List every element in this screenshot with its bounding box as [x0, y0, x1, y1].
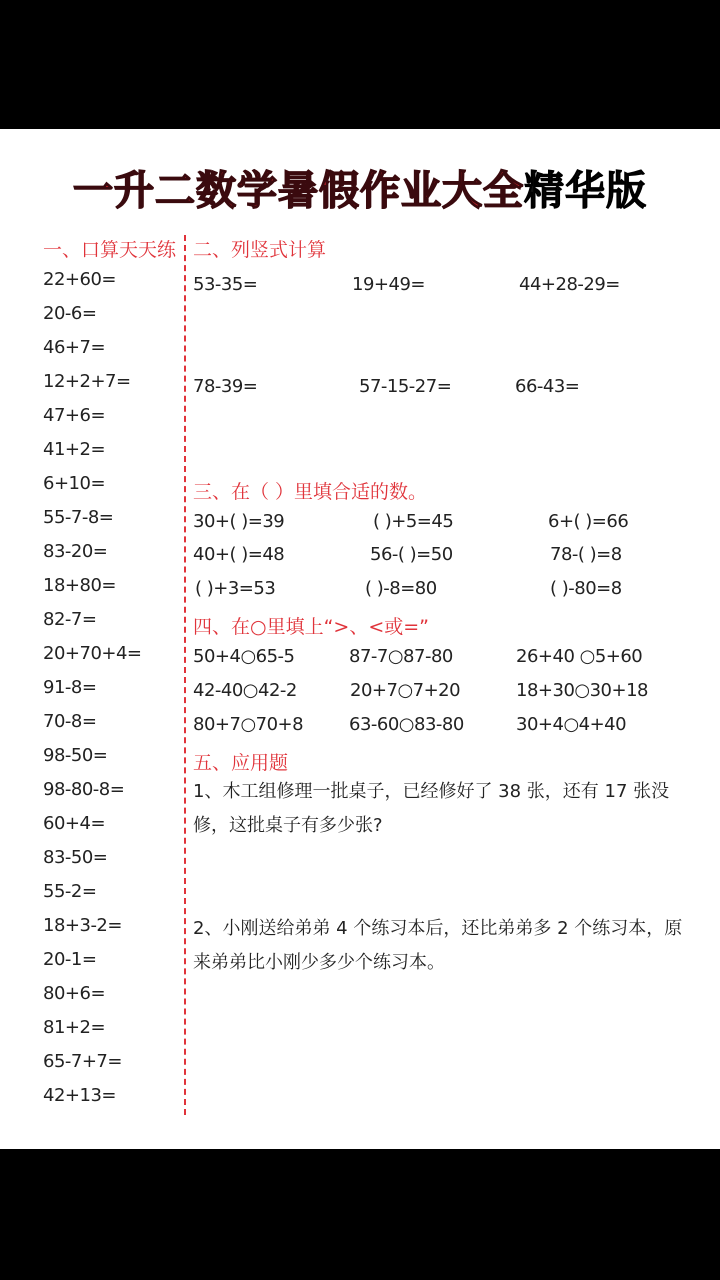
list-item: 82-7= — [43, 609, 97, 630]
list-item: 65-7+7= — [43, 1051, 122, 1072]
list-item: 55-2= — [43, 881, 97, 902]
list-item: 22+60= — [43, 269, 116, 290]
compare-item: 42-40○42-2 — [193, 680, 297, 701]
list-item: 46+7= — [43, 337, 106, 358]
vertical-calc-item: 78-39= — [193, 376, 258, 397]
worksheet-page — [0, 129, 720, 1149]
page-title — [0, 159, 720, 216]
section2-heading: 二、列竖式计算 — [193, 239, 327, 261]
word-problem-2: 2、小刚送给弟弟 4 个练习本后，还比弟弟多 2 个练习本，原来弟弟比小刚少多少个练习本。 — [193, 918, 683, 973]
compare-item: 87-7○87-80 — [349, 646, 453, 667]
fill-blank-item: 30+( )=39 — [193, 511, 285, 532]
title-black-part: 精华版 — [524, 168, 647, 214]
list-item: 55-7-8= — [43, 507, 114, 528]
fill-blank-item: 40+( )=48 — [193, 544, 285, 565]
fill-blank-item: 6+( )=66 — [548, 511, 629, 532]
list-item: 18+3-2= — [43, 915, 122, 936]
list-item: 70-8= — [43, 711, 97, 732]
section3-heading: 三、在（ ）里填合适的数。 — [193, 481, 428, 503]
compare-item: 80+7○70+8 — [193, 714, 304, 735]
list-item: 81+2= — [43, 1017, 106, 1038]
section1-heading: 一、口算天天练 — [43, 239, 177, 261]
list-item: 6+10= — [43, 473, 106, 494]
list-item: 12+2+7= — [43, 371, 131, 392]
list-item: 91-8= — [43, 677, 97, 698]
compare-item: 20+7○7+20 — [350, 680, 461, 701]
vertical-calc-item: 57-15-27= — [359, 376, 452, 397]
list-item: 98-80-8= — [43, 779, 125, 800]
list-item: 41+2= — [43, 439, 106, 460]
section5-heading: 五、应用题 — [193, 752, 289, 774]
title-red-part: 一升二数学暑假作业大全 — [73, 168, 524, 214]
fill-blank-item: 56-( )=50 — [370, 544, 453, 565]
vertical-calc-item: 44+28-29= — [519, 274, 620, 295]
fill-blank-item: ( )-80=8 — [550, 578, 622, 599]
compare-item: 26+40 ○5+60 — [516, 646, 643, 667]
vertical-calc-item: 53-35= — [193, 274, 258, 295]
list-item: 18+80= — [43, 575, 116, 596]
vertical-calc-item: 66-43= — [515, 376, 580, 397]
section4-heading: 四、在○里填上“>、<或=” — [193, 616, 430, 638]
list-item: 83-20= — [43, 541, 108, 562]
list-item: 47+6= — [43, 405, 106, 426]
compare-item: 18+30○30+18 — [516, 680, 648, 701]
list-item: 60+4= — [43, 813, 106, 834]
list-item: 98-50= — [43, 745, 108, 766]
fill-blank-item: ( )-8=80 — [365, 578, 437, 599]
word-problem-1: 1、木工组修理一批桌子，已经修好了 38 张，还有 17 张没修，这批桌子有多少张? — [193, 781, 670, 836]
list-item: 42+13= — [43, 1085, 116, 1106]
vertical-calc-item: 19+49= — [352, 274, 425, 295]
fill-blank-item: ( )+5=45 — [373, 511, 454, 532]
compare-item: 63-60○83-80 — [349, 714, 464, 735]
compare-item: 30+4○4+40 — [516, 714, 627, 735]
fill-blank-item: 78-( )=8 — [550, 544, 622, 565]
column-divider — [184, 235, 186, 1115]
list-item: 80+6= — [43, 983, 106, 1004]
list-item: 20-6= — [43, 303, 97, 324]
list-item: 20-1= — [43, 949, 97, 970]
list-item: 20+70+4= — [43, 643, 142, 664]
list-item: 83-50= — [43, 847, 108, 868]
fill-blank-item: ( )+3=53 — [195, 578, 276, 599]
compare-item: 50+4○65-5 — [193, 646, 295, 667]
